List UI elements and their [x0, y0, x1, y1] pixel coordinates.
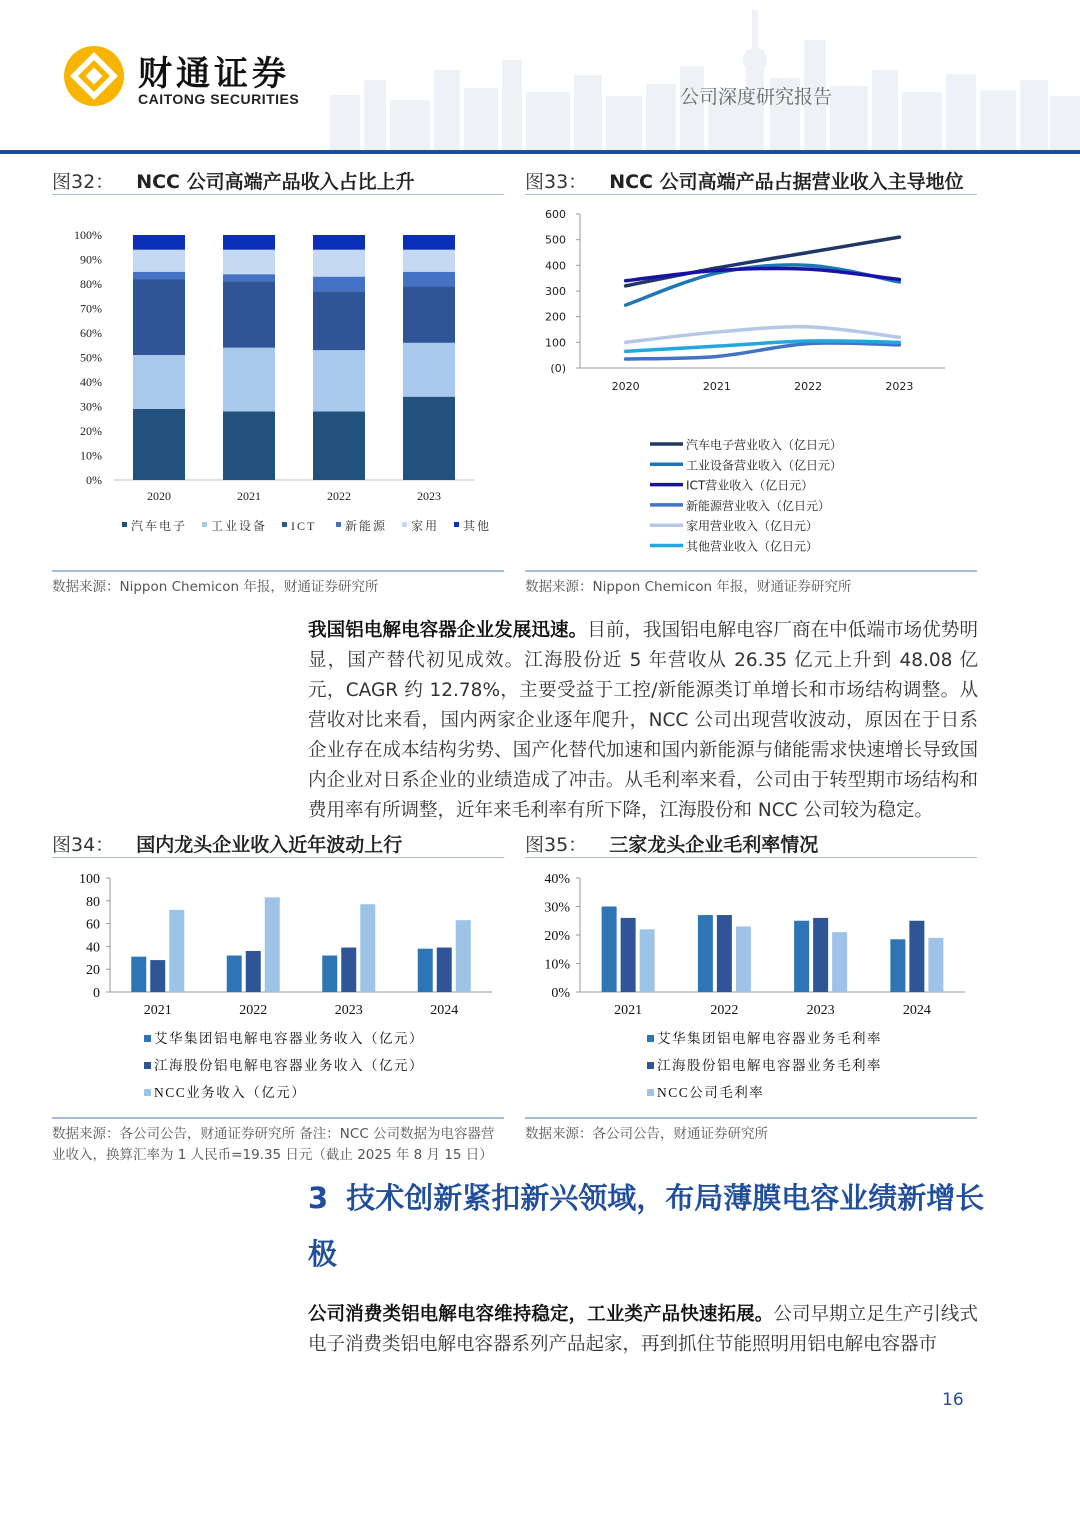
caitong-logo-icon: [62, 44, 126, 108]
fig33-legend-label: 家用营业收入（亿日元）: [686, 519, 819, 534]
fig35-source: 数据来源：各公司公告，财通证券研究所: [525, 1126, 768, 1142]
fig32-bar-segment: [133, 279, 185, 355]
fig34-x-tick-label: 2024: [430, 1003, 459, 1018]
fig32-bar-segment: [403, 235, 455, 250]
fig32-y-tick-label: 10%: [80, 448, 102, 463]
header-divider: [0, 150, 1080, 154]
fig35-bar: [736, 926, 751, 992]
fig35-chart: [525, 862, 977, 1117]
fig35-bar: [909, 921, 924, 992]
fig35-bar: [717, 915, 732, 992]
brand-name-cn: 财通证券: [138, 54, 290, 94]
fig32-source: 数据来源：Nippon Chemicon 年报，财通证券研究所: [52, 579, 379, 595]
fig35-top-rule: [525, 857, 977, 858]
fig35-bar: [890, 939, 905, 992]
fig32-bar-segment: [223, 274, 275, 281]
fig32-y-tick-label: 90%: [80, 252, 102, 267]
fig34-bar: [437, 948, 452, 992]
fig32-title-text: NCC 公司高端产品收入占比上升: [136, 171, 415, 193]
fig32-legend-label: 工业设备: [211, 519, 268, 533]
fig34-bar: [341, 948, 356, 992]
fig34-bar: [265, 897, 280, 992]
paragraph1-text: 目前，我国铝电解电容厂商在中低端市场优势明显，国产替代初见成效。江海股份近 5 年营收从 26.35 亿元上升到 48.08 亿元，CAGR 约 12.78%，主要受益于工控/新能源类订单增长和市场结构调整。从营收对比来看，国内两家企业逐年爬升，NCC 公司出现营收波动，原因在于日系企业存在成本结构劣势、国产化替代加速和国内新能源与储能需求快速增长导致国内企业对日系企业的业绩造成了冲击。从毛利率来看，公司由于转型期市场结构和费用率有所调整，近年来毛利率有所下降，江海股份和 NCC 公司较为稳定。: [308, 620, 978, 821]
report-type-label: 公司深度研究报告: [680, 86, 833, 108]
fig32-bar-segment: [313, 235, 365, 250]
fig33-y-tick-label: 600: [545, 208, 566, 221]
fig35-y-tick-label: 0%: [551, 986, 570, 1001]
fig35-legend-swatch: [647, 1089, 654, 1096]
fig32-legend-label: 其他: [463, 519, 492, 533]
fig33-y-tick-label: (0): [550, 362, 566, 375]
fig32-y-tick-label: 50%: [80, 350, 102, 365]
fig32-bar-segment: [313, 250, 365, 277]
fig34-source: 数据来源：各公司公告，财通证券研究所 备注：NCC 公司数据为电容器营业收入，换算汇率为 1 人民币=19.35 日元（截止 2025 年 8 月 15 日）: [52, 1126, 495, 1163]
fig35-bar: [813, 918, 828, 992]
fig32-number: 图32：: [52, 171, 115, 193]
fig32-y-tick-label: 40%: [80, 375, 102, 389]
fig34-legend-swatch: [144, 1089, 151, 1096]
fig34-bar: [169, 910, 184, 992]
fig34-legend-label: 江海股份铝电解电容器业务收入（亿元）: [154, 1058, 424, 1073]
fig34-bar: [418, 949, 433, 992]
paragraph1-lead: 我国铝电解电容器企业发展迅速。: [308, 620, 588, 641]
fig33-source: 数据来源：Nippon Chemicon 年报，财通证券研究所: [525, 579, 852, 595]
fig32-y-tick-label: 70%: [80, 301, 102, 316]
fig32-y-tick-label: 60%: [80, 326, 102, 340]
fig32-bottom-rule: [52, 570, 504, 572]
fig33-series-line: [626, 343, 900, 359]
fig32-x-tick-label: 2021: [237, 489, 261, 503]
fig32-bar-segment: [223, 348, 275, 412]
section-3-title: 技术创新紧扣新兴领域，布局薄膜电容业绩新增长极: [308, 1181, 985, 1271]
fig34-y-tick-label: 20: [86, 963, 100, 979]
fig35-bar: [928, 938, 943, 992]
paragraph-consumer-industrial: [308, 1300, 978, 1360]
fig35-x-tick-label: 2021: [614, 1003, 643, 1018]
fig34-bar: [131, 957, 146, 992]
fig32-bar-segment: [133, 409, 185, 480]
fig34-bar: [246, 951, 261, 992]
fig35-legend-swatch: [647, 1062, 654, 1069]
fig33-legend-label: 工业设备营业收入（亿日元）: [686, 458, 843, 473]
fig32-legend-label: 汽车电子: [131, 519, 188, 533]
brand-name-en: CAITONG SECURITIES: [138, 91, 300, 107]
fig33-y-tick-label: 400: [545, 259, 566, 273]
fig33-chart: [525, 200, 977, 570]
section-3-heading: [308, 1170, 988, 1282]
fig35-bottom-rule: [525, 1117, 977, 1119]
fig32-bar-segment: [313, 291, 365, 350]
fig35-legend-label: NCC公司毛利率: [657, 1085, 765, 1100]
fig32-bar-segment: [133, 355, 185, 409]
fig32-legend-label: ICT: [291, 519, 317, 533]
fig34-title: [52, 830, 402, 857]
fig32-bar-segment: [133, 250, 185, 272]
fig34-bar: [150, 960, 165, 992]
paragraph2-lead: 公司消费类铝电解电容维持稳定，工业类产品快速拓展。: [308, 1304, 774, 1325]
fig33-title-text: NCC 公司高端产品占据营业收入主导地位: [609, 171, 964, 193]
fig32-bar-segment: [223, 235, 275, 250]
fig35-bar: [621, 918, 636, 992]
fig34-number: 图34：: [52, 834, 115, 856]
fig34-x-tick-label: 2022: [239, 1003, 268, 1018]
fig32-legend-swatch: [202, 522, 207, 527]
fig34-legend-label: 艾华集团铝电解电容器业务收入（亿元）: [154, 1031, 424, 1046]
fig34-bar: [360, 904, 375, 992]
fig32-top-rule: [52, 194, 504, 195]
fig35-y-tick-label: 20%: [544, 929, 570, 944]
fig33-x-tick-label: 2023: [885, 380, 914, 393]
fig35-y-tick-label: 30%: [544, 900, 570, 916]
fig34-bar: [322, 956, 337, 992]
fig35-y-tick-label: 40%: [544, 872, 570, 887]
fig34-y-tick-label: 40: [86, 940, 100, 956]
fig34-x-tick-label: 2023: [334, 1003, 363, 1018]
fig35-bar: [602, 907, 617, 993]
fig32-title: [52, 167, 415, 194]
fig33-x-tick-label: 2020: [611, 380, 640, 393]
fig35-x-tick-label: 2023: [806, 1003, 835, 1018]
fig34-bar: [227, 956, 242, 992]
fig34-y-tick-label: 100: [79, 872, 100, 887]
fig35-legend-label: 艾华集团铝电解电容器业务毛利率: [657, 1031, 882, 1046]
fig35-bar: [794, 921, 809, 992]
fig32-legend-swatch: [402, 522, 407, 527]
fig34-legend-swatch: [144, 1035, 151, 1042]
fig32-bar-segment: [223, 282, 275, 348]
fig32-bar-segment: [223, 250, 275, 275]
fig35-title: [525, 830, 818, 857]
fig34-x-tick-label: 2021: [143, 1003, 172, 1018]
fig32-legend-swatch: [122, 522, 127, 527]
fig33-legend-label: 汽车电子营业收入（亿日元）: [686, 438, 843, 452]
fig34-chart: [52, 862, 504, 1117]
fig32-legend-swatch: [336, 522, 341, 527]
fig34-y-tick-label: 80: [86, 894, 100, 910]
fig33-number: 图33：: [525, 171, 588, 193]
fig35-title-text: 三家龙头企业毛利率情况: [609, 834, 819, 856]
fig32-y-tick-label: 80%: [80, 277, 102, 291]
fig35-legend-label: 江海股份铝电解电容器业务毛利率: [657, 1058, 882, 1073]
fig32-y-tick-label: 20%: [80, 424, 102, 438]
fig35-legend-swatch: [647, 1035, 654, 1042]
fig33-x-tick-label: 2021: [702, 380, 731, 393]
fig32-bar-segment: [403, 397, 455, 480]
fig33-title: [525, 167, 964, 194]
fig32-bar-segment: [133, 235, 185, 250]
fig34-title-text: 国内龙头企业收入近年波动上行: [136, 834, 403, 856]
fig33-y-tick-label: 500: [545, 233, 566, 247]
page-header: [0, 0, 1080, 158]
paragraph2-text: 公司早期立足生产引线式电子消费类铝电解电容器系列产品起家，再到抓住节能照明用铝电解电容器市: [308, 1304, 978, 1355]
fig33-y-tick-label: 200: [545, 310, 566, 324]
fig34-bottom-rule: [52, 1117, 504, 1119]
fig34-top-rule: [52, 857, 504, 858]
fig34-legend-label: NCC业务收入（亿元）: [154, 1085, 307, 1100]
fig35-x-tick-label: 2022: [710, 1003, 739, 1018]
fig35-x-tick-label: 2024: [902, 1003, 931, 1018]
fig32-y-tick-label: 30%: [80, 399, 102, 414]
fig33-legend-label: ICT营业收入（亿日元）: [686, 478, 814, 493]
fig33-series-line: [626, 237, 900, 286]
section-3-number: 3: [308, 1181, 329, 1215]
fig35-bar: [832, 932, 847, 992]
fig32-y-tick-label: 100%: [74, 228, 102, 242]
fig33-x-tick-label: 2022: [794, 380, 823, 393]
fig35-bar: [640, 929, 655, 992]
city-skyline-graphic: [330, 0, 1080, 150]
fig35-bar: [698, 915, 713, 992]
fig32-legend-label: 家用: [411, 519, 440, 533]
fig33-bottom-rule: [525, 570, 977, 572]
fig34-bar: [456, 920, 471, 992]
fig32-x-tick-label: 2023: [417, 489, 441, 503]
fig33-y-tick-label: 300: [545, 285, 566, 298]
fig32-y-tick-label: 0%: [86, 473, 102, 487]
fig34-y-tick-label: 60: [86, 917, 100, 933]
fig35-number: 图35：: [525, 834, 588, 856]
fig33-legend-label: 其他营业收入（亿日元）: [686, 539, 819, 554]
fig35-y-tick-label: 10%: [544, 957, 570, 973]
fig32-bar-segment: [403, 272, 455, 287]
fig32-bar-segment: [223, 411, 275, 480]
fig32-bar-segment: [313, 277, 365, 292]
fig34-y-tick-label: 0: [93, 986, 100, 1001]
fig32-x-tick-label: 2022: [327, 489, 351, 503]
fig32-x-tick-label: 2020: [147, 489, 171, 503]
fig34-legend-swatch: [144, 1062, 151, 1069]
fig33-legend-label: 新能源营业收入（亿日元）: [686, 498, 831, 513]
paragraph-domestic-growth: [308, 616, 978, 826]
fig33-top-rule: [525, 194, 977, 195]
fig32-bar-segment: [133, 272, 185, 279]
fig32-legend-swatch: [454, 522, 459, 527]
fig32-chart: [52, 200, 504, 570]
fig32-bar-segment: [403, 343, 455, 397]
page-number: 16: [942, 1390, 964, 1410]
fig32-bar-segment: [403, 250, 455, 272]
fig32-legend-swatch: [282, 522, 287, 527]
fig32-bar-segment: [403, 286, 455, 342]
fig32-bar-segment: [313, 411, 365, 480]
fig33-series-line: [626, 265, 900, 305]
fig32-bar-segment: [313, 350, 365, 411]
fig32-legend-label: 新能源: [345, 519, 388, 533]
fig33-y-tick-label: 100: [545, 336, 566, 350]
